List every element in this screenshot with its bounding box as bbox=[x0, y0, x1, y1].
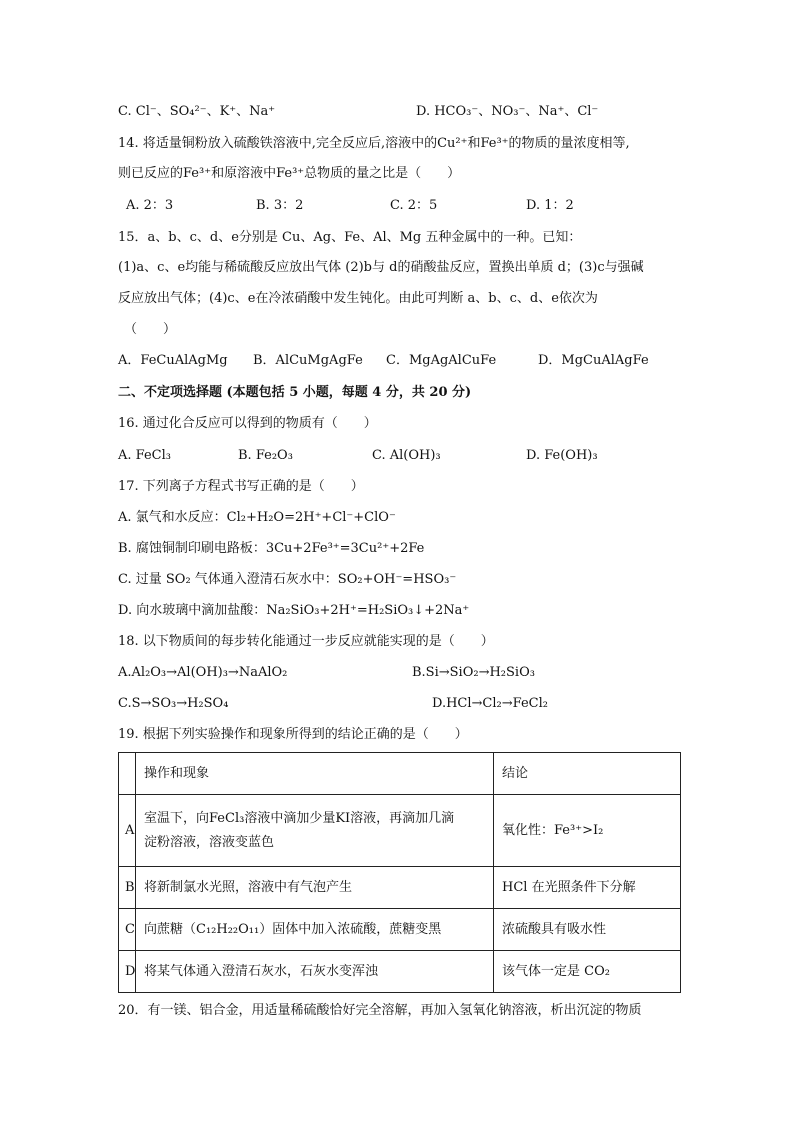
row-operation-line: 淀粉溶液，溶液变蓝色 bbox=[144, 834, 275, 850]
q15-stem-line4: （ ） bbox=[124, 322, 177, 337]
q17-stem: 17. 下列离子方程式书写正确的是（ ） bbox=[118, 479, 364, 494]
q18-option-c: C.S→SO₃→H₂SO₄ bbox=[118, 696, 229, 711]
q14-option-c: C. 2：5 bbox=[390, 198, 438, 213]
row-key: C bbox=[119, 909, 136, 951]
q14-option-d: D. 1：2 bbox=[526, 198, 574, 213]
row-conclusion: 该气体一定是 CO₂ bbox=[494, 951, 681, 993]
section-heading: 二、不定项选择题 (本题包括 5 小题，每题 4 分，共 20 分) bbox=[118, 385, 472, 400]
q15-option-a: A．FeCuAlAgMg bbox=[118, 353, 228, 368]
q15-option-b: B．AlCuMgAgFe bbox=[253, 353, 363, 368]
row-operation: 向蔗糖（C₁₂H₂₂O₁₁）固体中加入浓硫酸，蔗糖变黑 bbox=[136, 909, 494, 951]
table-header-row bbox=[119, 753, 681, 795]
q18-option-b: B.Si→SiO₂→H₂SiO₃ bbox=[412, 665, 535, 680]
q16-option-c: C. Al(OH)₃ bbox=[372, 448, 441, 463]
q16-option-d: D. Fe(OH)₃ bbox=[526, 448, 598, 463]
q19-stem: 19. 根据下列实验操作和现象所得到的结论正确的是（ ） bbox=[118, 727, 468, 742]
q15-option-c: C．MgAgAlCuFe bbox=[386, 353, 497, 368]
table-row bbox=[119, 951, 681, 993]
table-row bbox=[119, 909, 681, 951]
row-operation: 将新制氯水光照，溶液中有气泡产生 bbox=[136, 867, 494, 909]
q14-stem-line1: 14. 将适量铜粉放入硫酸铁溶液中,完全反应后,溶液中的Cu²⁺和Fe³⁺的物质的量浓度相等, bbox=[118, 136, 630, 151]
q18-option-d: D.HCl→Cl₂→FeCl₂ bbox=[432, 696, 548, 711]
row-conclusion: 浓硫酸具有吸水性 bbox=[494, 909, 681, 951]
q15-stem-line1: 15．a、b、c、d、e分别是 Cu、Ag、Fe、Al、Mg 五种金属中的一种。已知： bbox=[118, 230, 582, 245]
q16-stem: 16. 通过化合反应可以得到的物质有（ ） bbox=[118, 416, 377, 431]
q16-option-a: A. FeCl₃ bbox=[118, 448, 171, 463]
row-operation: 将某气体通入澄清石灰水，石灰水变浑浊 bbox=[136, 951, 494, 993]
experiment-table bbox=[118, 752, 681, 993]
q14-option-a: A. 2：3 bbox=[126, 198, 174, 213]
table-row bbox=[119, 867, 681, 909]
q13-option-c: C. Cl⁻、SO₄²⁻、K⁺、Na⁺ bbox=[118, 104, 276, 119]
q14-option-b: B. 3：2 bbox=[256, 198, 304, 213]
q18-option-a: A.Al₂O₃→Al(OH)₃→NaAlO₂ bbox=[118, 665, 288, 680]
q18-stem: 18. 以下物质间的每步转化能通过一步反应就能实现的是（ ） bbox=[118, 634, 494, 649]
q17-option-a: A. 氯气和水反应：Cl₂+H₂O=2H⁺+Cl⁻+ClO⁻ bbox=[118, 510, 396, 525]
q17-option-b: B. 腐蚀铜制印刷电路板：3Cu+2Fe³⁺=3Cu²⁺+2Fe bbox=[118, 541, 425, 556]
q17-option-c: C. 过量 SO₂ 气体通入澄清石灰水中：SO₂+OH⁻=HSO₃⁻ bbox=[118, 572, 457, 587]
row-conclusion: 氧化性：Fe³⁺>I₂ bbox=[494, 795, 681, 867]
table-row bbox=[119, 795, 681, 867]
table-header-key bbox=[119, 753, 136, 795]
row-operation bbox=[136, 795, 494, 867]
row-key: D bbox=[119, 951, 136, 993]
q17-option-d: D. 向水玻璃中滴加盐酸：Na₂SiO₃+2H⁺=H₂SiO₃↓+2Na⁺ bbox=[118, 603, 470, 618]
q14-stem-line2: 则已反应的Fe³⁺和原溶液中Fe³⁺总物质的量之比是（ ） bbox=[118, 166, 461, 181]
row-operation-line: 室温下，向FeCl₃溶液中滴加少量KI溶液，再滴加几滴 bbox=[144, 810, 455, 826]
row-conclusion: HCl 在光照条件下分解 bbox=[494, 867, 681, 909]
q13-option-d: D. HCO₃⁻、NO₃⁻、Na⁺、Cl⁻ bbox=[416, 104, 599, 119]
row-key: B bbox=[119, 867, 136, 909]
table-header-conclusion: 结论 bbox=[494, 753, 681, 795]
row-key: A bbox=[119, 795, 136, 867]
table-header-operation: 操作和现象 bbox=[136, 753, 494, 795]
q15-option-d: D．MgCuAlAgFe bbox=[538, 353, 649, 368]
q20-stem-line1: 20．有一镁、铝合金，用适量稀硫酸恰好完全溶解，再加入氢氧化钠溶液，析出沉淀的物质 bbox=[118, 1003, 642, 1018]
q16-option-b: B. Fe₂O₃ bbox=[238, 448, 293, 463]
q15-stem-line2: (1)a、c、e均能与稀硫酸反应放出气体 (2)b与 d的硝酸盐反应，置换出单质 d；(3)c与强碱 bbox=[118, 260, 644, 275]
q15-stem-line3: 反应放出气体；(4)c、e在冷浓硝酸中发生钝化。由此可判断 a、b、c、d、e依次为 bbox=[118, 291, 598, 306]
